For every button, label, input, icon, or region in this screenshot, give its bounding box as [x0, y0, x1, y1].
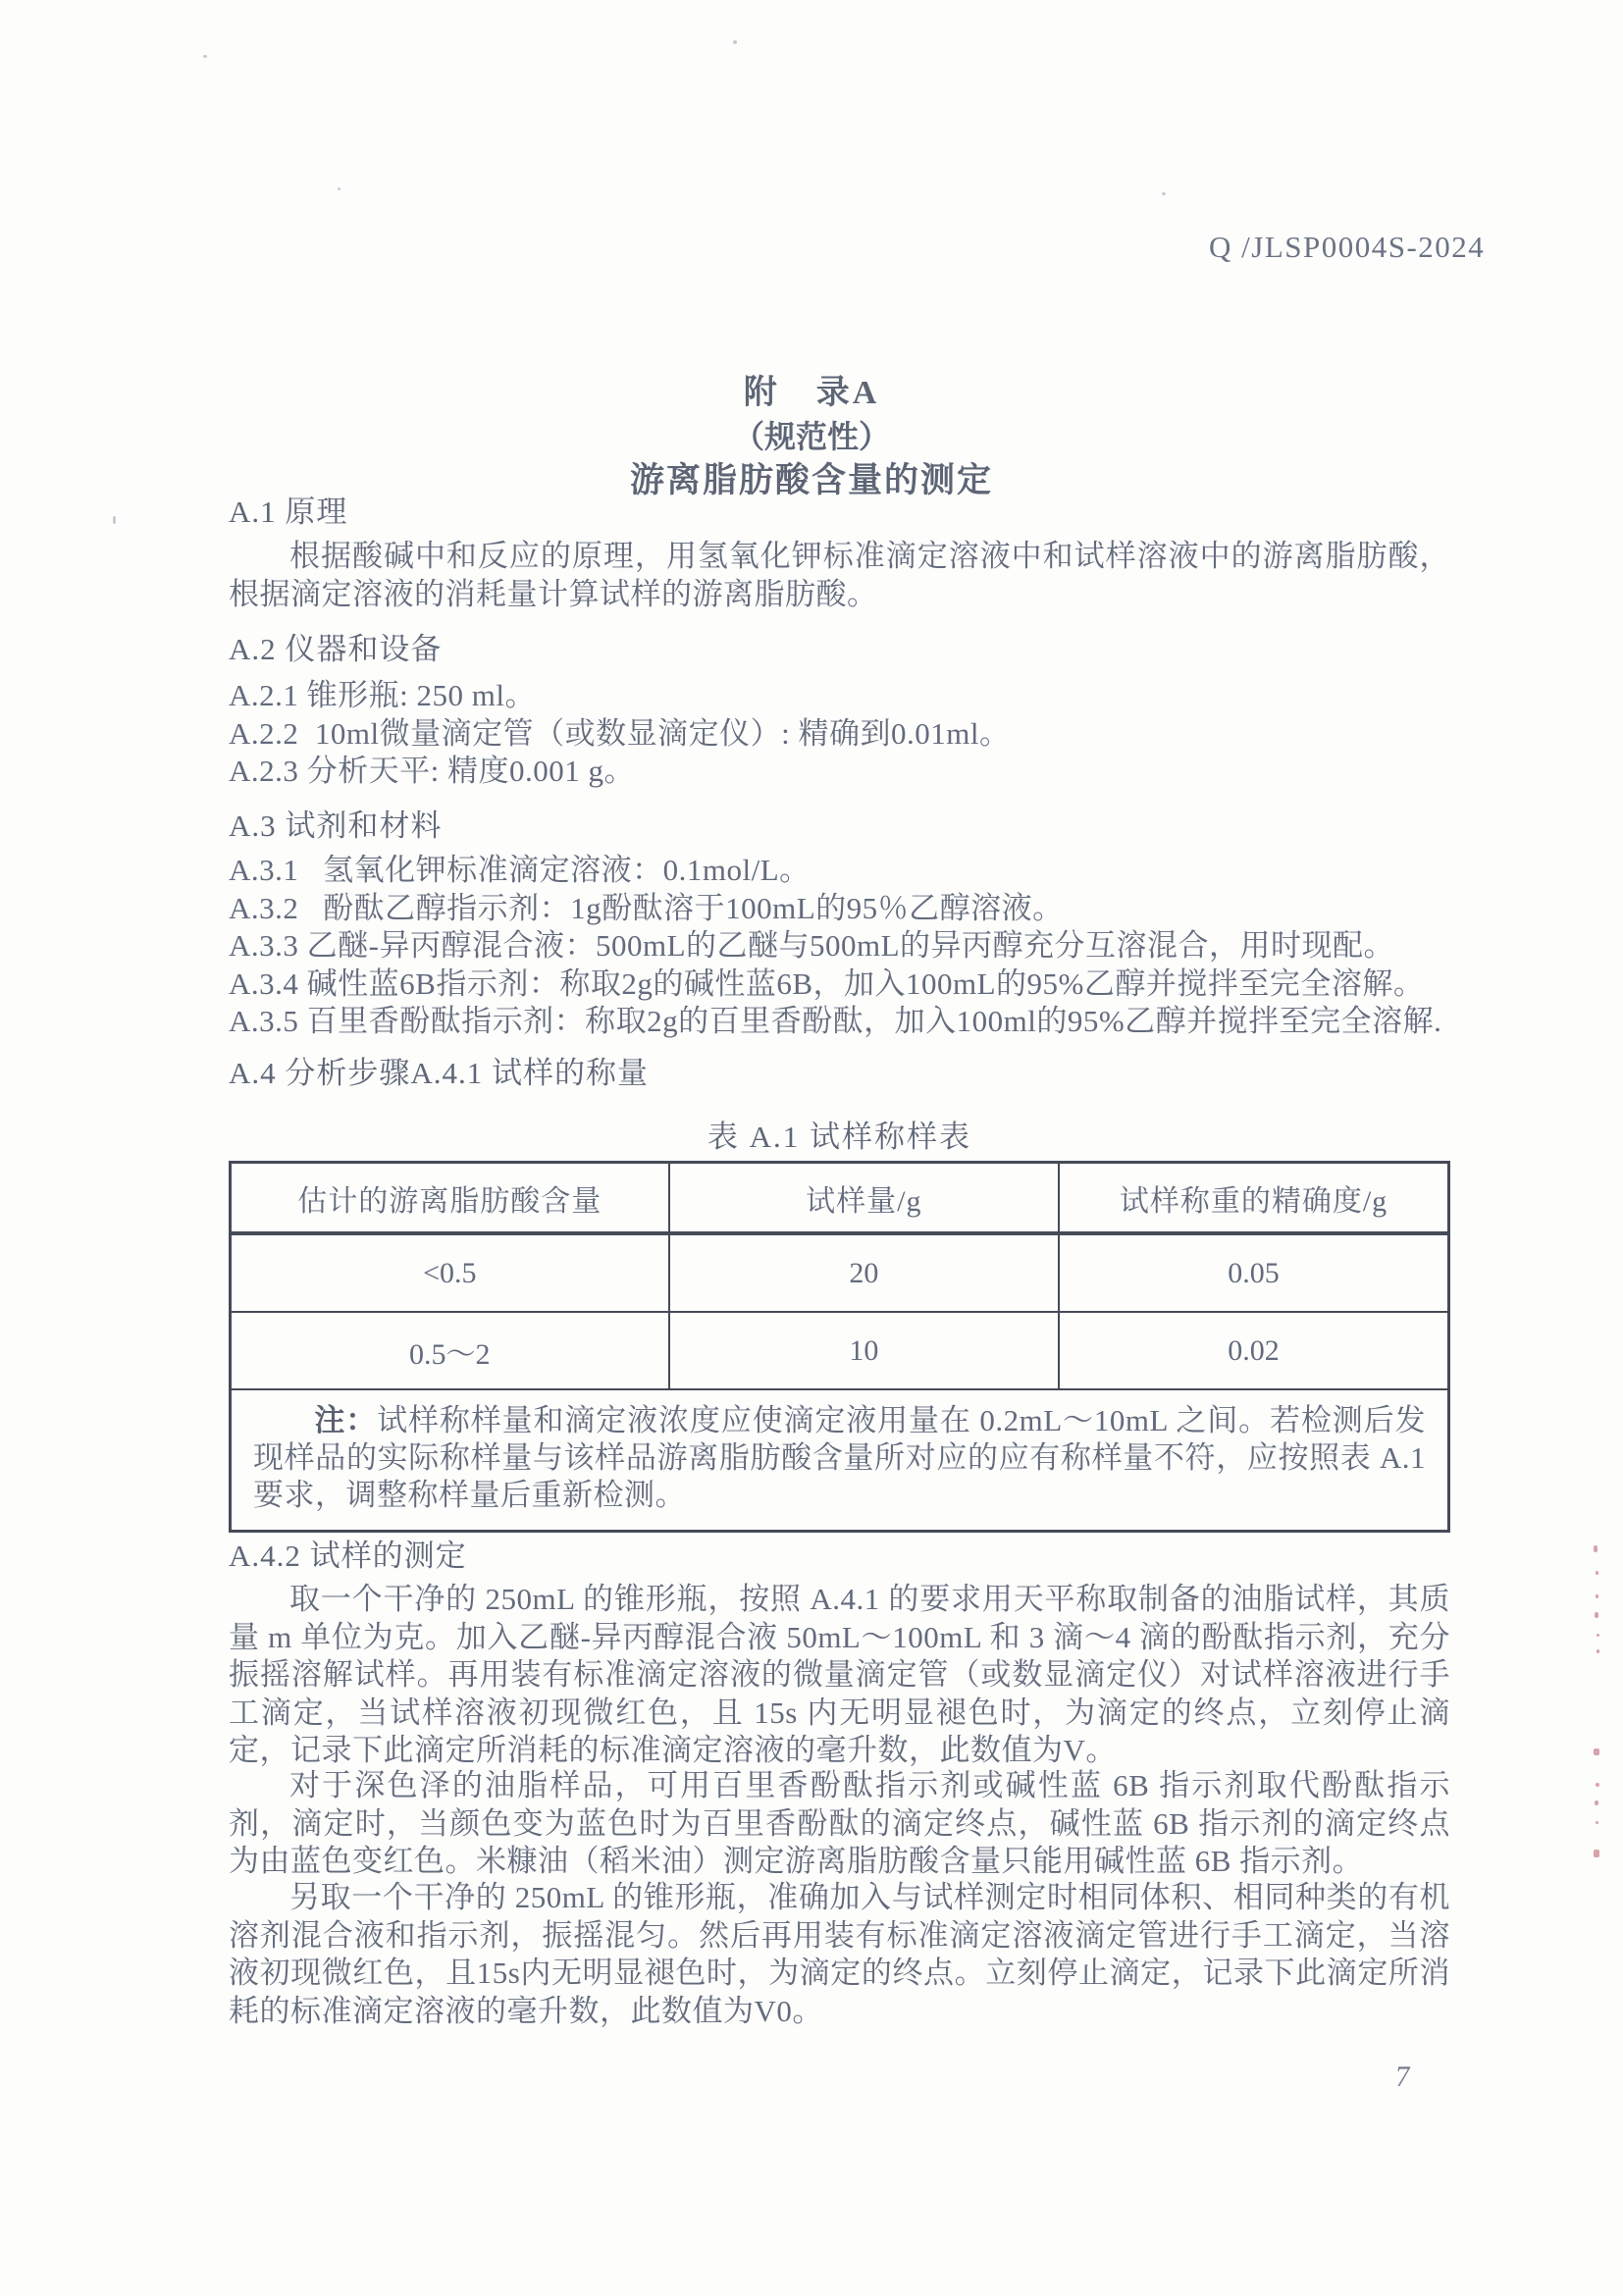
- table-cell: 10: [669, 1312, 1059, 1389]
- table-cell: <0.5: [231, 1233, 669, 1312]
- section-a42-paragraph-1: 取一个干净的 250mL 的锥形瓶，按照 A.4.1 的要求用天平称取制备的油脂试样，其质量 m 单位为克。加入乙醚-异丙醇混合液 50mL～100mL 和 3 滴～4 滴的酚酞指示剂，充分振摇溶解试样。再用装有标准滴定溶液的微量滴定管（或数显滴定仪）对试样溶液进行手工滴定，当试样溶液初现微红色，且 15s 内无明显褪色时，为滴定的终点，立刻停止滴定，记录下此滴定所消耗的标准滴定溶液的毫升数，此数值为V。: [229, 1582, 1450, 1767]
- scan-red-mark: [1594, 1748, 1599, 1755]
- table-row: [231, 1233, 1449, 1312]
- appendix-name: 游离脂肪酸含量的测定: [629, 461, 993, 499]
- section-a4-heading: A.4 分析步骤A.4.1 试样的称量: [229, 1056, 650, 1090]
- list-item: A.3.4 碱性蓝6B指示剂：称取2g的碱性蓝6B，加入100mL的95%乙醇并搅拌至完全溶解。: [229, 965, 1425, 1001]
- table-header-row: [231, 1163, 1449, 1234]
- scan-red-mark: [1597, 1634, 1599, 1637]
- table-cell: 0.5～2: [231, 1312, 669, 1389]
- table-note-cell: [231, 1389, 1449, 1532]
- scan-red-mark: [1595, 1612, 1598, 1618]
- column-header: 试样称重的精确度/g: [1059, 1163, 1448, 1234]
- page-number: 7: [1393, 2061, 1412, 2093]
- section-a2-heading: A.2 仪器和设备: [229, 632, 443, 666]
- scan-speck: [733, 40, 737, 44]
- list-item: A.2.3 分析天平: 精度0.001 g。: [229, 754, 635, 788]
- table-cell: 20: [669, 1233, 1059, 1312]
- scan-red-mark: [1597, 1649, 1599, 1653]
- table-row: [231, 1312, 1449, 1389]
- section-a1-heading: A.1 原理: [229, 495, 348, 529]
- list-item: A.3.2 酚酞乙醇指示剂：1g酚酞溶于100mL的95％乙醇溶液。: [229, 890, 1064, 925]
- section-a1-paragraph: 根据酸碱中和反应的原理，用氢氧化钾标准滴定溶液中和试样溶液中的游离脂肪酸，根据滴定溶液的消耗量计算试样的游离脂肪酸。: [229, 539, 1450, 611]
- list-item: A.3.3 乙醚-异丙醇混合液：500mL的乙醚与500mL的异丙醇充分互溶混合，用时现配。: [229, 928, 1395, 963]
- scan-speck: [203, 55, 207, 58]
- scan-speck: [338, 187, 340, 190]
- scan-red-mark: [1594, 1545, 1597, 1552]
- scan-red-mark: [1596, 1594, 1598, 1598]
- table-cell: 0.02: [1059, 1312, 1448, 1389]
- list-item: A.2.1 锥形瓶: 250 ml。: [229, 678, 536, 712]
- table-note-row: [231, 1389, 1449, 1532]
- appendix-subtitle: （规范性）: [732, 419, 890, 454]
- list-item: A.3.1 氢氧化钾标准滴定溶液：0.1mol/L。: [229, 853, 811, 887]
- note-text: 试样称样量和滴定液浓度应使滴定液用量在 0.2mL～10mL 之间。若检测后发现样品的实际称样量与该样品游离脂肪酸含量所对应的应有称样量不符，应按照表 A.1 要求，调整称样量后重新检测。: [253, 1403, 1426, 1512]
- section-a42-paragraph-2: 对于深色泽的油脂样品，可用百里香酚酞指示剂或碱性蓝 6B 指示剂取代酚酞指示剂，滴定时，当颜色变为蓝色时为百里香酚酞的滴定终点，碱性蓝 6B 指示剂的滴定终点为由蓝色变红色。米糠油（稻米油）测定游离脂肪酸含量只能用碱性蓝 6B 指示剂。: [229, 1768, 1450, 1878]
- scan-red-mark: [1594, 1850, 1599, 1857]
- section-a3-heading: A.3 试剂和材料: [229, 809, 443, 843]
- section-a3-items: [229, 852, 1450, 1041]
- scan-speck: [113, 516, 116, 524]
- list-item: A.2.2 10ml微量滴定管（或数显滴定仪）: 精确到0.01ml。: [229, 715, 1011, 751]
- scan-speck: [1162, 192, 1166, 195]
- column-header: 估计的游离脂肪酸含量: [231, 1163, 669, 1234]
- standard-document-number: Q /JLSP0004S-2024: [1209, 230, 1486, 264]
- column-header: 试样量/g: [669, 1163, 1059, 1234]
- table-cell: 0.05: [1059, 1233, 1448, 1312]
- note-label: 注：: [314, 1403, 378, 1437]
- table-caption: 表 A.1 试样称样表: [707, 1120, 972, 1154]
- scan-red-mark: [1595, 1800, 1598, 1805]
- scan-red-mark: [1596, 1571, 1598, 1575]
- scan-red-mark: [1596, 1783, 1599, 1787]
- appendix-title-block: [0, 373, 1623, 502]
- list-item: A.3.5 百里香酚酞指示剂：称取2g的百里香酚酞，加入100ml的95%乙醇并搅拌至完全溶解.: [229, 1004, 1442, 1038]
- section-a42-paragraph-3: 另取一个干净的 250mL 的锥形瓶，准确加入与试样测定时相同体积、相同种类的有机溶剂混合液和指示剂，振摇混匀。然后再用装有标准滴定溶液滴定管进行手工滴定，当溶液初现微红色，且15s内无明显褪色时，为滴定的终点。立刻停止滴定，记录下此滴定所消耗的标准滴定溶液的毫升数，此数值为V0。: [229, 1880, 1450, 2028]
- appendix-title: 附 录A: [743, 375, 880, 411]
- section-a2-items: [229, 677, 1450, 791]
- section-a42-heading: A.4.2 试样的测定: [229, 1539, 467, 1573]
- scan-red-mark: [1596, 1821, 1598, 1824]
- sample-weighing-table: [229, 1161, 1450, 1533]
